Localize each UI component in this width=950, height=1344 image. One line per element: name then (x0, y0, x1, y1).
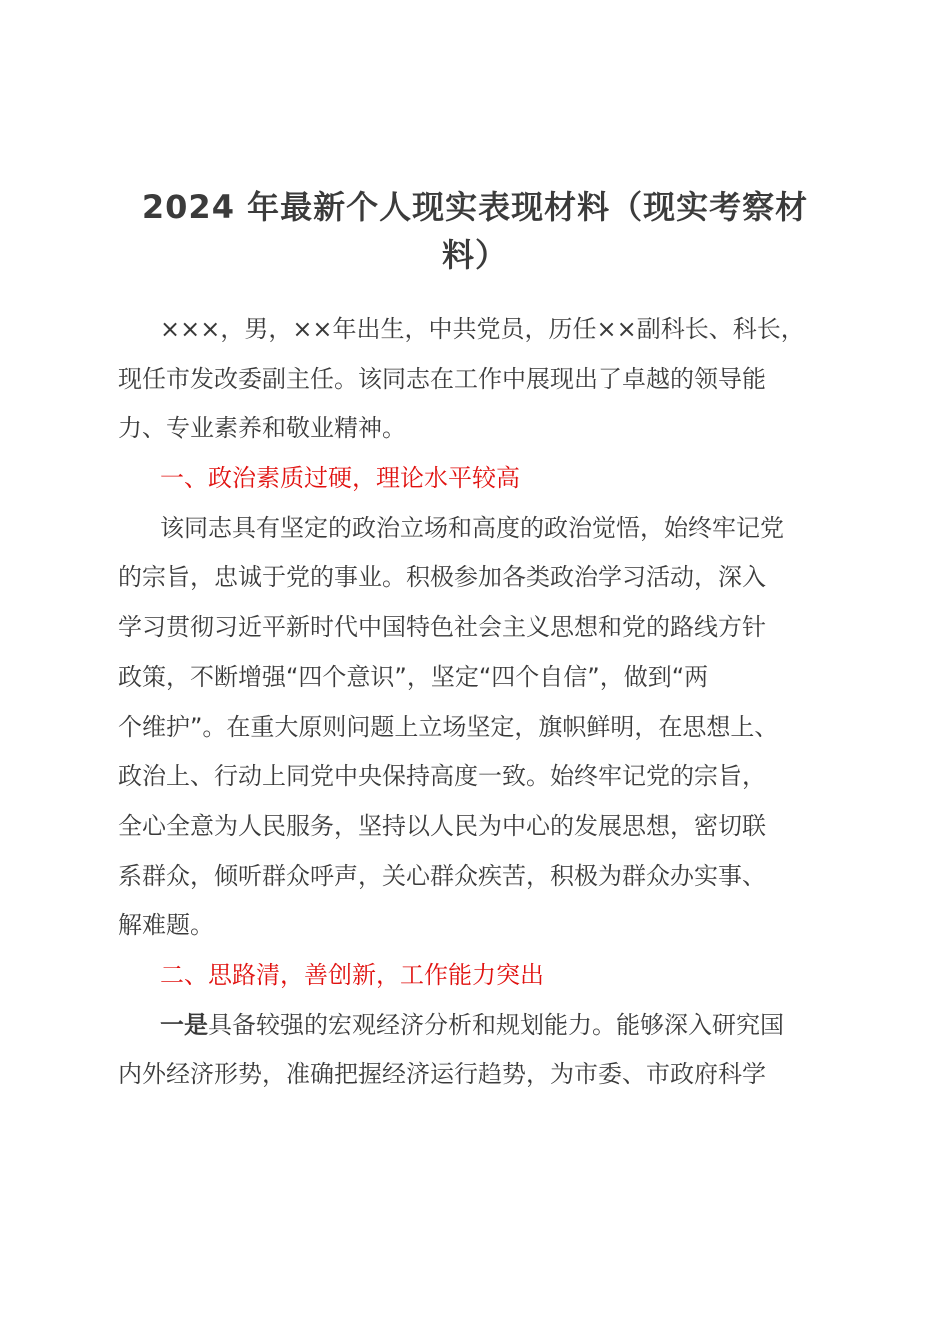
paragraph-1-line-2: 的宗旨，忠诚于党的事业。积极参加各类政治学习活动，深入 (118, 563, 766, 592)
paragraph-2-lead: 一是 (160, 1010, 208, 1039)
paragraph-intro-line-3: 力、专业素养和敬业精神。 (118, 414, 406, 443)
paragraph-1-line-9: 解难题。 (118, 911, 214, 940)
paragraph-intro-line-1: ×××，男，××年出生，中共党员，历任××副科长、科长， (160, 315, 805, 343)
paragraph-1-line-6: 政治上、行动上同党中央保持高度一致。始终牢记党的宗旨， (118, 762, 766, 791)
document-body (118, 305, 832, 1100)
title-line-2: 料） (441, 236, 508, 274)
paragraph-intro-line-2: 现任市发改委副主任。该同志在工作中展现出了卓越的领导能 (118, 364, 766, 393)
section-heading-2: 二、思路清，善创新，工作能力突出 (160, 960, 544, 989)
paragraph-2-line-1 (118, 1001, 832, 1051)
paragraph-2-line-2: 内外经济形势，准确把握经济运行趋势，为市委、市政府科学 (118, 1060, 766, 1089)
paragraph-2-line-1-text: 具备较强的宏观经济分析和规划能力。能够深入研究国 (208, 1010, 784, 1039)
paragraph-1-line-7: 全心全意为人民服务，坚持以人民为中心的发展思想，密切联 (118, 811, 766, 840)
title-line-1: 2024 年最新个人现实表现材料（现实考察材 (141, 188, 809, 226)
paragraph-1-line-4: 政策，不断增强“四个意识”，坚定“四个自信”，做到“两 (118, 662, 709, 691)
paragraph-1-line-3: 学习贯彻习近平新时代中国特色社会主义思想和党的路线方针 (118, 613, 766, 642)
section-heading-1: 一、政治素质过硬，理论水平较高 (160, 464, 520, 493)
document-title (118, 183, 832, 279)
paragraph-1-line-8: 系群众，倾听群众呼声，关心群众疾苦，积极为群众办实事、 (118, 861, 766, 890)
paragraph-1-line-1: 该同志具有坚定的政治立场和高度的政治觉悟，始终牢记党 (160, 513, 784, 542)
paragraph-1-line-5: 个维护”。在重大原则问题上立场坚定，旗帜鲜明，在思想上、 (118, 712, 779, 741)
